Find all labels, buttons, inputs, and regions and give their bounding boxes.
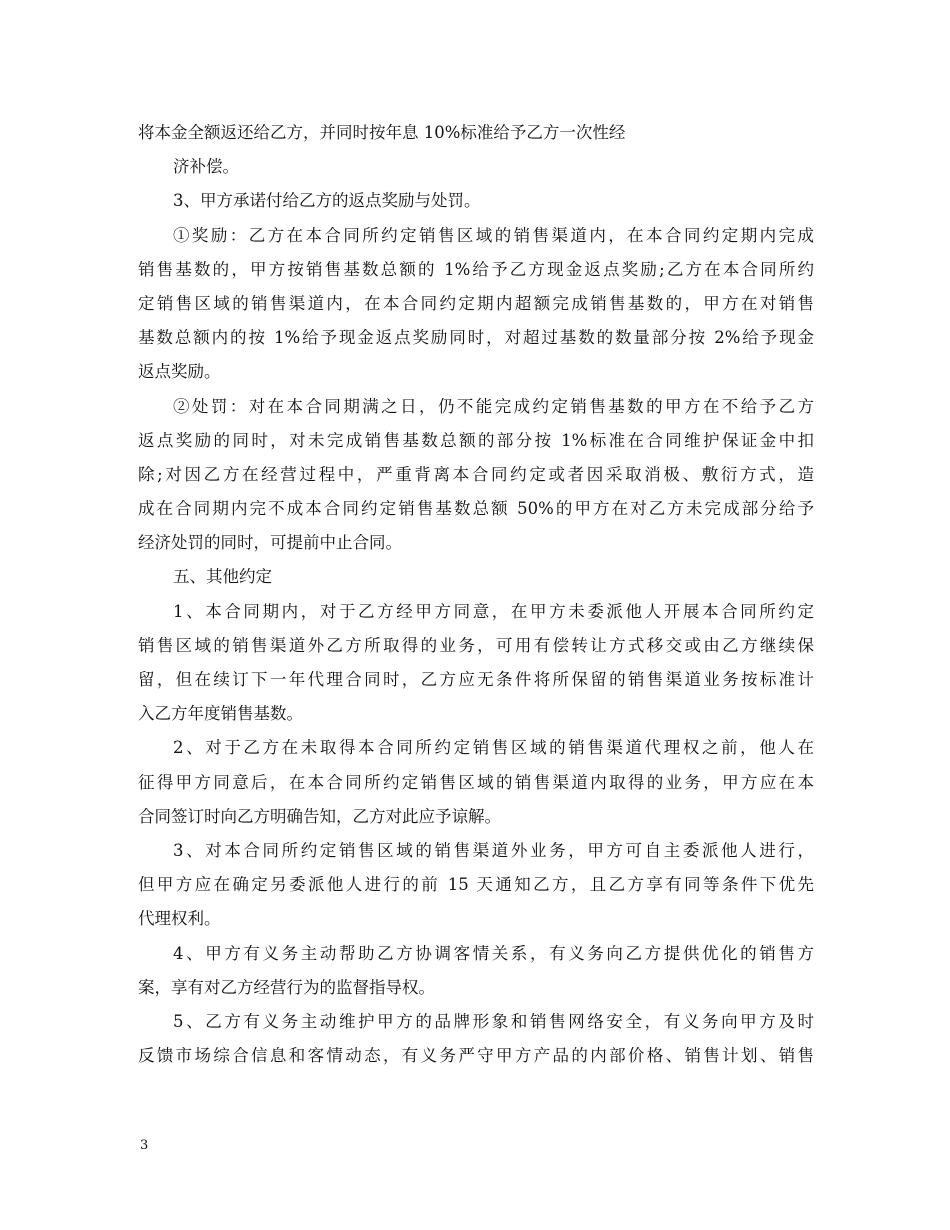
text-line: 代理权利。 <box>138 909 221 929</box>
text-line: 2、对于乙方在未取得本合同所约定销售区域的销售渠道代理权之前，他人在 <box>173 738 814 758</box>
text-line: 入乙方年度销售基数。 <box>138 704 303 724</box>
text-line: 留，但在续订下一年代理合同时，乙方应无条件将所保留的销售渠道业务按标准计 <box>138 670 814 689</box>
text-line: 3、甲方承诺付给乙方的返点奖励与处罚。 <box>173 191 481 211</box>
text-line: 征得甲方同意后，在本合同所约定销售区域的销售渠道内取得的业务，甲方应在本 <box>138 772 814 792</box>
text-line: 将本金全额返还给乙方，并同时按年息 10%标准给予乙方一次性经 <box>138 123 626 142</box>
text-line: 经济处罚的同时，可提前中止合同。 <box>138 533 402 553</box>
text-line: 五、其他约定 <box>173 567 272 587</box>
text-line: 3、对本合同所约定销售区域的销售渠道外业务，甲方可自主委派他人进行， <box>173 840 814 860</box>
text-line: ①奖励：乙方在本合同所约定销售区域的销售渠道内，在本合同约定期内完成 <box>173 225 814 245</box>
text-line: 成在合同期内完不成本合同约定销售基数总额 50%的甲方在对乙方未完成部分给予 <box>138 499 814 519</box>
text-line: 基数总额内的按 1%给予现金返点奖励同时，对超过基数的数量部分按 2%给予现金 <box>138 328 814 348</box>
text-line: 返点奖励的同时，对未完成销售基数总额的部分按 1%标准在合同维护保证金中扣 <box>138 430 814 450</box>
text-line: 5、乙方有义务主动维护甲方的品牌形象和销售网络安全，有义务向甲方及时 <box>173 1011 814 1031</box>
text-line: 合同签订时向乙方明确告知，乙方对此应予谅解。 <box>138 806 501 826</box>
text-line: 案，享有对乙方经营行为的监督指导权。 <box>138 977 435 997</box>
text-line: 济补偿。 <box>173 157 239 177</box>
text-line: 返点奖励。 <box>138 362 221 382</box>
text-line: 销售基数的，甲方按销售基数总额的 1%给予乙方现金返点奖励;乙方在本合同所约 <box>138 259 814 279</box>
text-line: 但甲方应在确定另委派他人进行的前 15 天通知乙方，且乙方享有同等条件下优先 <box>138 875 814 895</box>
document-body <box>138 116 814 1073</box>
text-line: 除;对因乙方在经营过程中，严重背离本合同约定或者因采取消极、敷衍方式，造 <box>138 464 814 484</box>
text-line: 4、甲方有义务主动帮助乙方协调客情关系，有义务向乙方提供优化的销售方 <box>173 943 814 963</box>
page-number: 3 <box>140 1138 149 1153</box>
text-line: ②处罚：对在本合同期满之日，仍不能完成约定销售基数的甲方在不给予乙方 <box>173 396 814 416</box>
text-line: 定销售区域的销售渠道内，在本合同约定期内超额完成销售基数的，甲方在对销售 <box>138 293 814 313</box>
text-line: 反馈市场综合信息和客情动态，有义务严守甲方产品的内部价格、销售计划、销售 <box>138 1046 814 1066</box>
text-line: 1、本合同期内，对于乙方经甲方同意，在甲方未委派他人开展本合同所约定 <box>173 601 814 621</box>
text-line: 销售区域的销售渠道外乙方所取得的业务，可用有偿转让方式移交或由乙方继续保 <box>138 635 814 655</box>
